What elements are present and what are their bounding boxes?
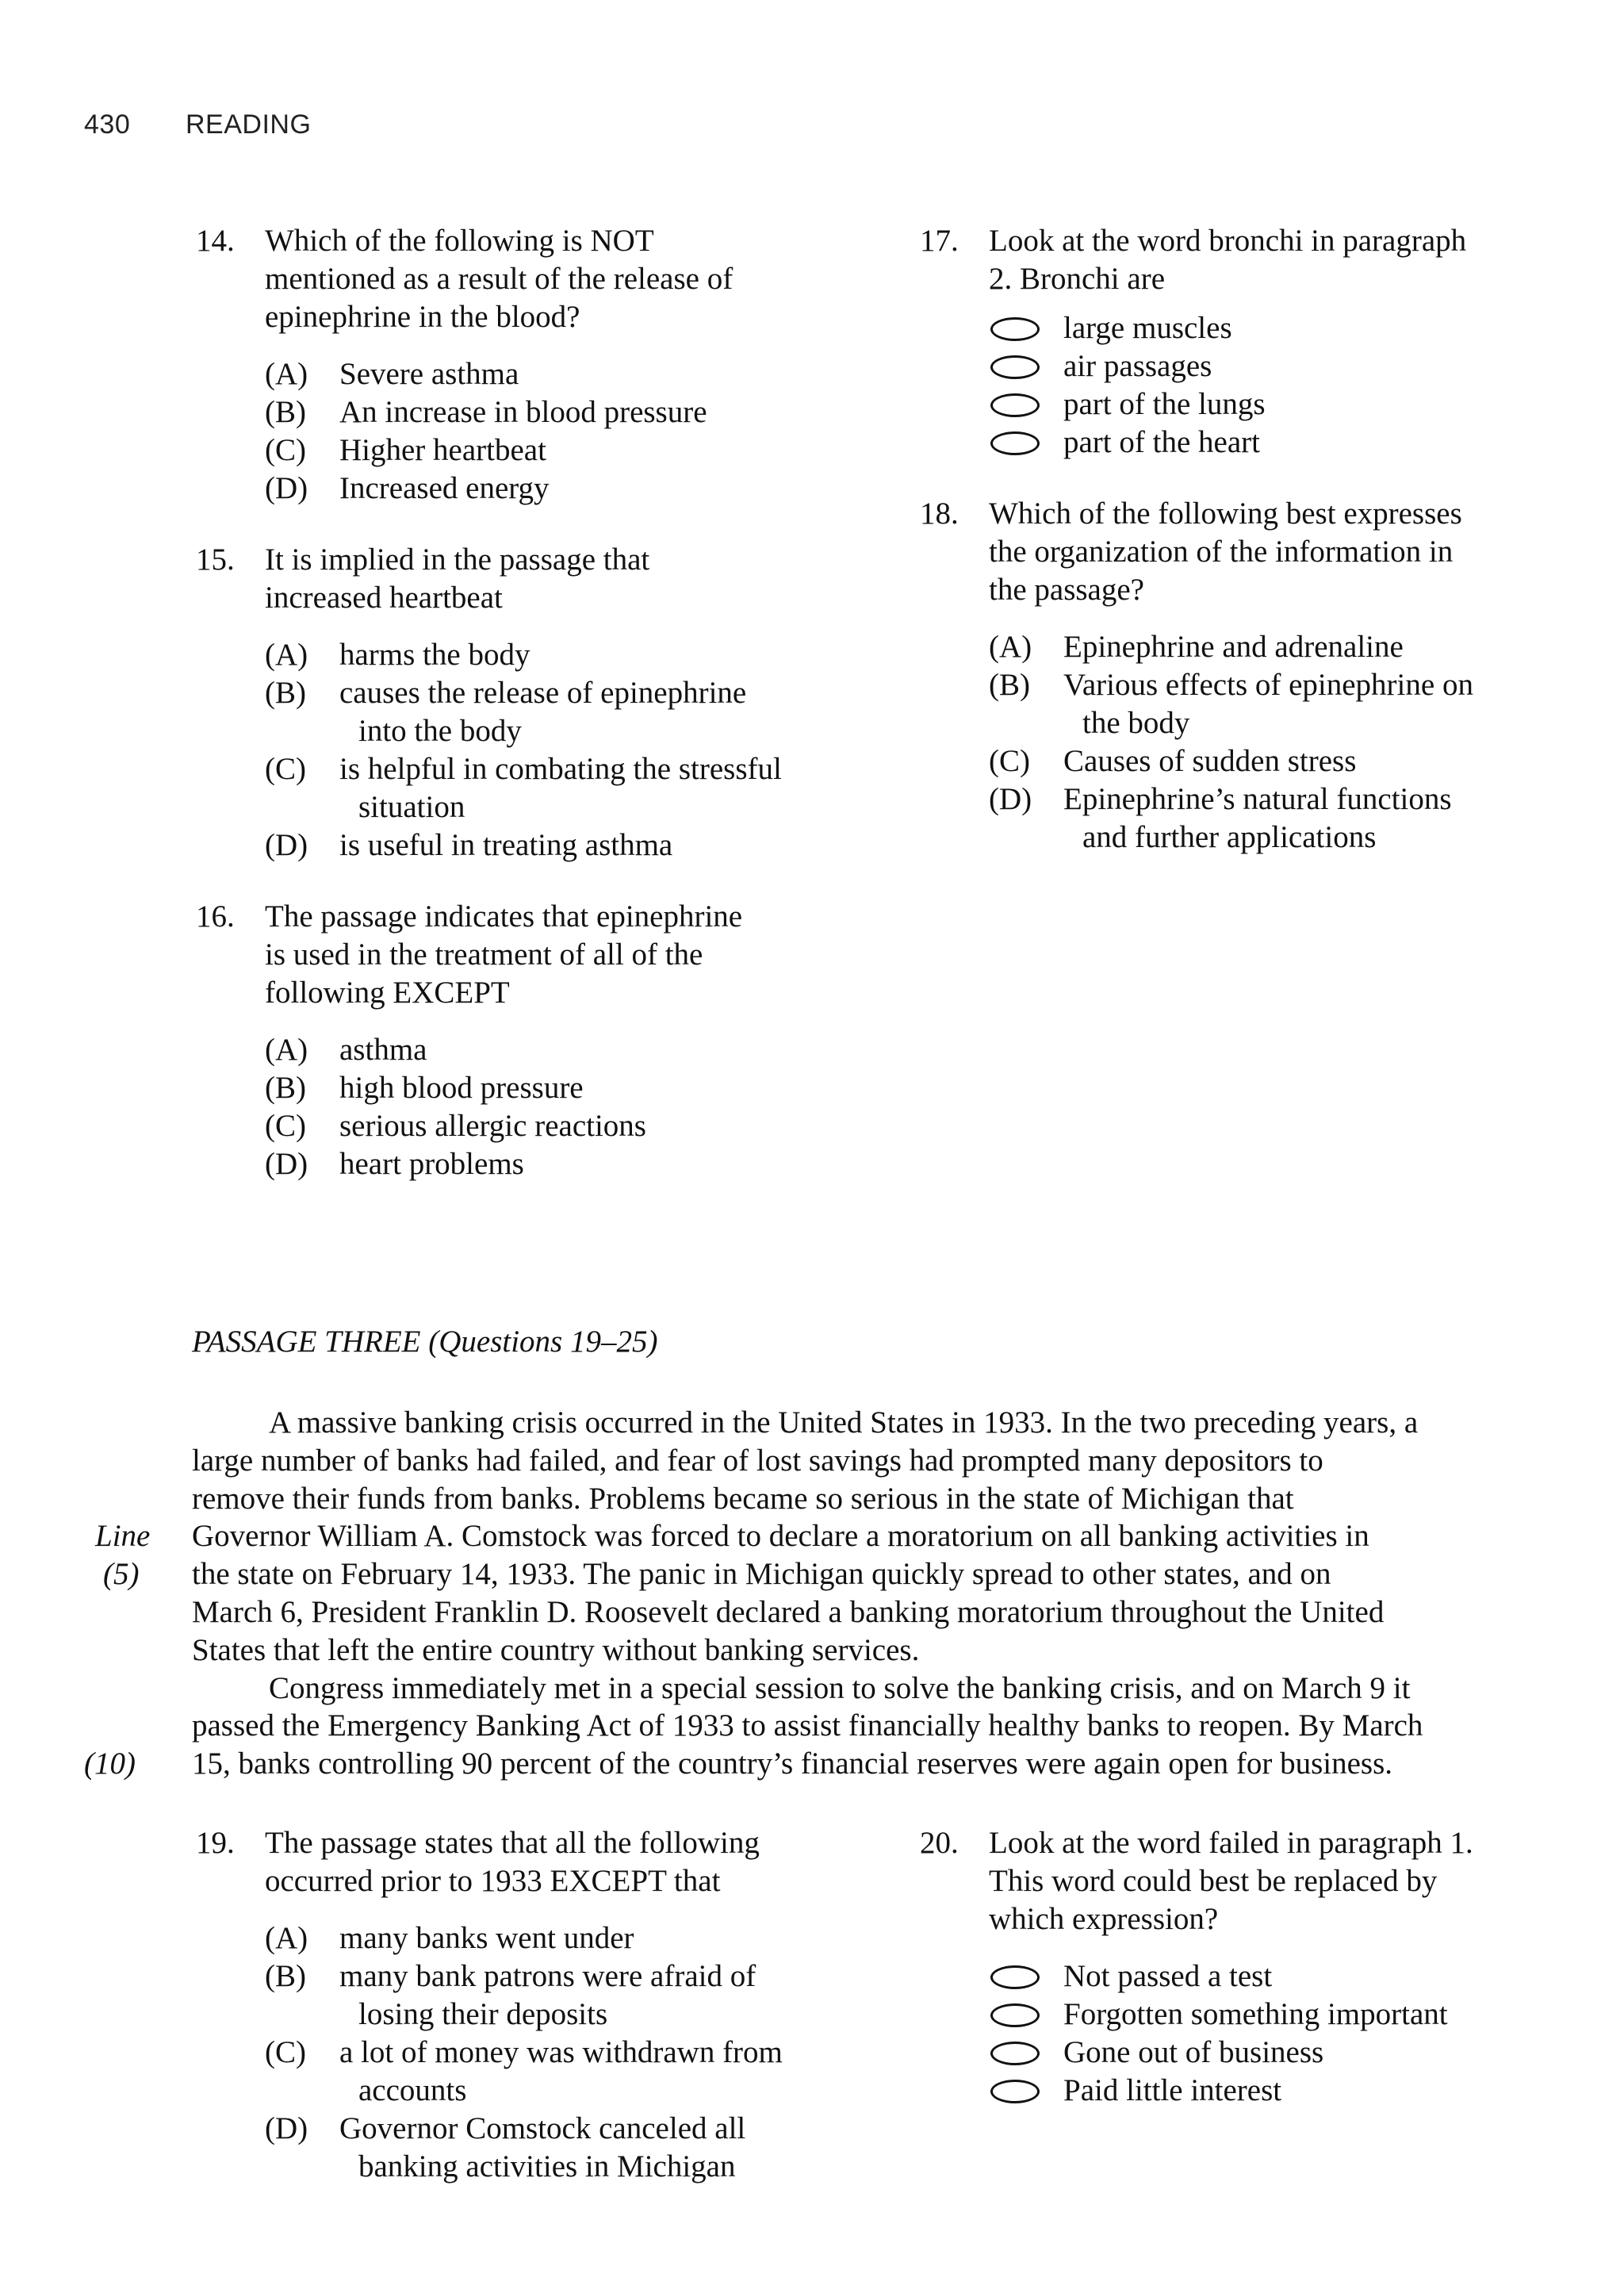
choice-label: (D): [265, 1147, 308, 1181]
right-question-column: [920, 222, 1602, 857]
question-20-column: [920, 1824, 1602, 2110]
choice-label: (D): [265, 471, 308, 505]
line-marker-label: Line: [95, 1519, 151, 1553]
choice-label: (D): [265, 2111, 308, 2145]
option-text: Paid little interest: [1063, 2073, 1282, 2107]
choice-text: Higher heartbeat: [339, 433, 546, 467]
answer-option[interactable]: [989, 424, 1602, 462]
answer-choice-a[interactable]: [265, 1031, 878, 1069]
choice-text: Increased energy: [339, 471, 550, 505]
answer-option[interactable]: [989, 347, 1602, 385]
question-number: 15.: [196, 543, 235, 577]
answer-choice-a[interactable]: [265, 355, 878, 393]
choice-text: the body: [1082, 706, 1190, 740]
stem-line: Which of the following best expresses: [989, 497, 1462, 531]
question-stem: [265, 898, 878, 1012]
choice-label: (C): [265, 1109, 306, 1143]
passage-line: Governor William A. Comstock was forced to declare a moratorium on all banking activities in: [192, 1519, 1369, 1554]
choice-label: (B): [265, 395, 306, 429]
answer-choice-d[interactable]: [265, 1145, 878, 1183]
choice-text: a lot of money was withdrawn from: [339, 2035, 783, 2069]
stem-line: increased heartbeat: [265, 581, 503, 615]
option-text: Not passed a test: [1063, 1959, 1273, 1993]
choice-label: (A): [265, 357, 308, 391]
question-number: 18.: [920, 497, 959, 531]
question-stem: [989, 1824, 1602, 1938]
answer-option[interactable]: [989, 2034, 1602, 2072]
choice-text: banking activities in Michigan: [358, 2149, 736, 2184]
answer-option[interactable]: [989, 1996, 1602, 2034]
choice-label: (B): [265, 676, 306, 710]
answer-option[interactable]: [989, 1957, 1602, 1996]
choice-text: serious allergic reactions: [339, 1109, 646, 1143]
question-stem: [265, 222, 878, 336]
option-text: air passages: [1063, 349, 1212, 383]
answer-choice-c[interactable]: [265, 2034, 878, 2110]
answer-choice-d[interactable]: [265, 2110, 878, 2186]
answer-option[interactable]: [989, 309, 1602, 347]
question-stem: [265, 541, 878, 617]
answer-choices: [265, 1031, 878, 1183]
choice-text: and further applications: [1082, 820, 1377, 854]
choice-text: causes the release of epinephrine: [339, 676, 747, 710]
line-marker-5: (5): [103, 1557, 140, 1591]
question-16: [196, 898, 878, 1183]
choice-label: (A): [265, 1033, 308, 1067]
radio-bubble-icon[interactable]: [990, 2042, 1040, 2065]
choice-text: heart problems: [339, 1147, 524, 1181]
choice-text: situation: [358, 790, 465, 824]
option-text: Forgotten something important: [1063, 1997, 1448, 2031]
radio-bubble-icon[interactable]: [990, 393, 1040, 417]
choice-label: (D): [265, 828, 308, 862]
answer-choices: [265, 355, 878, 508]
question-stem: [265, 1824, 878, 1900]
choice-text: is useful in treating asthma: [339, 828, 673, 862]
answer-choice-b[interactable]: [265, 674, 878, 750]
choice-label: (A): [989, 630, 1032, 664]
passage-line: March 6, President Franklin D. Roosevelt declared a banking moratorium throughout the United: [192, 1594, 1385, 1629]
passage-line: large number of banks had failed, and fear of lost savings had prompted many depositors to: [192, 1443, 1323, 1478]
answer-choice-b[interactable]: [265, 1069, 878, 1107]
choice-text: Epinephrine’s natural functions: [1063, 782, 1452, 816]
choice-text: harms the body: [339, 638, 530, 672]
choice-text: Various effects of epinephrine on: [1063, 668, 1473, 702]
choice-text: Epinephrine and adrenaline: [1063, 630, 1404, 664]
stem-line: 2. Bronchi are: [989, 262, 1166, 296]
answer-choice-c[interactable]: [265, 431, 878, 470]
answer-choice-d[interactable]: [989, 780, 1602, 857]
choice-text: into the body: [358, 714, 522, 748]
stem-line: which expression?: [989, 1902, 1219, 1936]
answer-choice-a[interactable]: [989, 628, 1602, 666]
radio-bubble-icon[interactable]: [990, 431, 1040, 455]
stem-line: the passage?: [989, 573, 1144, 607]
option-text: Gone out of business: [1063, 2035, 1324, 2069]
question-stem: [989, 495, 1602, 609]
question-19-column: [196, 1824, 878, 2186]
question-14: [196, 222, 878, 508]
passage-line: 15, banks controlling 90 percent of the country’s financial reserves were again open for business.: [192, 1746, 1393, 1781]
stem-line: the organization of the information in: [989, 535, 1454, 569]
answer-option[interactable]: [989, 2072, 1602, 2110]
passage-line: Congress immediately met in a special session to solve the banking crisis, and on March 9 it: [269, 1670, 1411, 1705]
option-text: part of the lungs: [1063, 387, 1266, 421]
stem-line: is used in the treatment of all of the: [265, 937, 703, 972]
passage-line: the state on February 14, 1933. The panic in Michigan quickly spread to other states, and on: [192, 1557, 1331, 1592]
stem-line: epinephrine in the blood?: [265, 300, 580, 334]
answer-options: [989, 1957, 1602, 2110]
question-17: [920, 222, 1602, 462]
question-number: 20.: [920, 1826, 959, 1860]
choice-text: Causes of sudden stress: [1063, 744, 1357, 778]
answer-choices: [265, 1919, 878, 2186]
answer-choices: [989, 628, 1602, 857]
choice-text: is helpful in combating the stressful: [339, 752, 782, 786]
question-number: 17.: [920, 224, 959, 258]
stem-line: following EXCEPT: [265, 976, 510, 1010]
answer-choice-d[interactable]: [265, 470, 878, 508]
answer-options: [989, 309, 1602, 462]
passage-title: PASSAGE THREE (Questions 19–25): [192, 1325, 658, 1359]
question-number: 14.: [196, 224, 235, 258]
passage-line: remove their funds from banks. Problems became so serious in the state of Michigan that: [192, 1481, 1294, 1516]
choice-label: (C): [265, 752, 306, 786]
question-18: [920, 495, 1602, 857]
radio-bubble-icon[interactable]: [990, 2003, 1040, 2027]
stem-line: Which of the following is NOT: [265, 224, 654, 258]
radio-bubble-icon[interactable]: [990, 355, 1040, 379]
passage-line: A massive banking crisis occurred in the United States in 1933. In the two preceding years, a: [269, 1405, 1419, 1440]
answer-choice-a[interactable]: [265, 1919, 878, 1957]
stem-line: It is implied in the passage that: [265, 543, 650, 577]
choice-label: (A): [265, 1921, 308, 1955]
passage-line: States that left the entire country without banking services.: [192, 1632, 920, 1667]
option-text: large muscles: [1063, 311, 1232, 345]
choice-text: losing their deposits: [358, 1997, 608, 2031]
answer-choice-a[interactable]: [265, 636, 878, 674]
page-header: [84, 109, 311, 140]
answer-choice-b[interactable]: [265, 393, 878, 431]
page-number: 430: [84, 109, 131, 140]
choice-label: (C): [265, 433, 306, 467]
choice-text: accounts: [358, 2073, 467, 2107]
answer-option[interactable]: [989, 385, 1602, 424]
choice-label: (B): [265, 1071, 306, 1105]
answer-choice-b[interactable]: [265, 1957, 878, 2034]
choice-label: (B): [265, 1959, 306, 1993]
choice-label: (D): [989, 782, 1032, 816]
stem-line: This word could best be replaced by: [989, 1864, 1438, 1898]
question-20: [920, 1824, 1602, 2110]
stem-line: mentioned as a result of the release of: [265, 262, 733, 296]
section-title: READING: [186, 109, 312, 140]
choice-text: high blood pressure: [339, 1071, 584, 1105]
choice-label: (A): [265, 638, 308, 672]
question-stem: [989, 222, 1602, 298]
passage-body: [192, 1404, 1423, 1783]
stem-line: The passage states that all the following: [265, 1826, 760, 1860]
choice-label: (C): [989, 744, 1030, 778]
choice-text: Governor Comstock canceled all: [339, 2111, 746, 2145]
question-15: [196, 541, 878, 865]
radio-bubble-icon[interactable]: [990, 317, 1040, 341]
stem-line: occurred prior to 1933 EXCEPT that: [265, 1864, 721, 1898]
choice-text: many bank patrons were afraid of: [339, 1959, 756, 1993]
option-text: part of the heart: [1063, 425, 1260, 459]
stem-line: The passage indicates that epinephrine: [265, 899, 743, 934]
answer-choices: [265, 636, 878, 865]
answer-choice-c[interactable]: [989, 742, 1602, 780]
radio-bubble-icon[interactable]: [990, 1965, 1040, 1989]
choice-text: many banks went under: [339, 1921, 634, 1955]
line-marker-10: (10): [84, 1746, 136, 1781]
passage-line: passed the Emergency Banking Act of 1933 to assist financially healthy banks to reopen. By March: [192, 1708, 1423, 1743]
choice-label: (C): [265, 2035, 306, 2069]
stem-line: Look at the word failed in paragraph 1.: [989, 1826, 1473, 1860]
left-question-column: [196, 222, 878, 1183]
choice-text: Severe asthma: [339, 357, 519, 391]
answer-choice-d[interactable]: [265, 826, 878, 865]
stem-line: Look at the word bronchi in paragraph: [989, 224, 1467, 258]
choice-label: (B): [989, 668, 1030, 702]
question-19: [196, 1824, 878, 2186]
question-number: 16.: [196, 899, 235, 934]
choice-text: An increase in blood pressure: [339, 395, 707, 429]
question-number: 19.: [196, 1826, 235, 1860]
choice-text: asthma: [339, 1033, 427, 1067]
answer-choice-b[interactable]: [989, 666, 1602, 742]
answer-choice-c[interactable]: [265, 1107, 878, 1145]
radio-bubble-icon[interactable]: [990, 2080, 1040, 2103]
answer-choice-c[interactable]: [265, 750, 878, 826]
